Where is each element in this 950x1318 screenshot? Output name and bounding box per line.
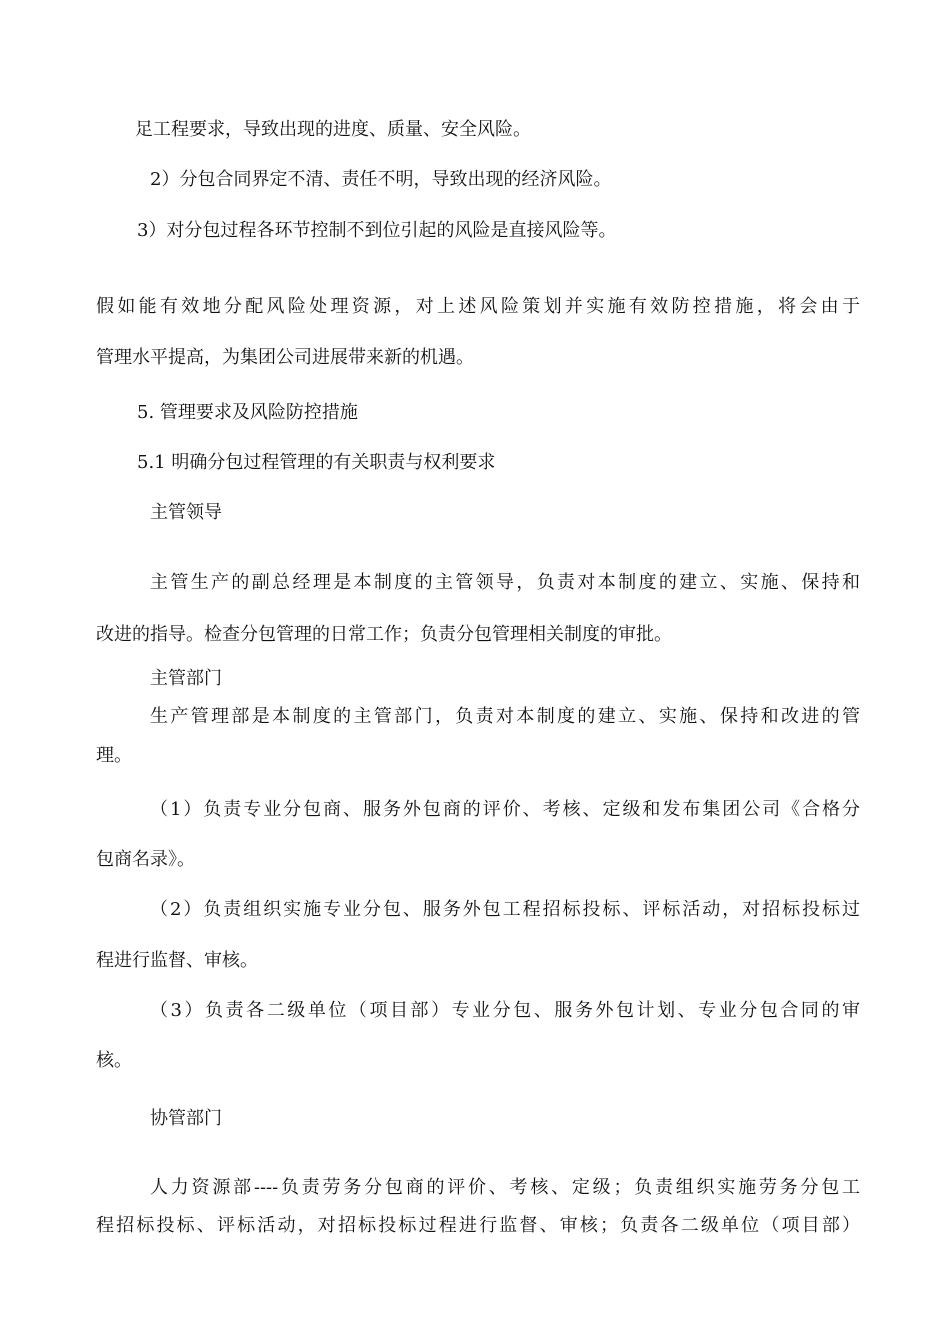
paragraph-line: 生产管理部是本制度的主管部门，负责对本制度的建立、实施、保持和改进的管 xyxy=(150,706,860,727)
role-heading: 主管领导 xyxy=(150,502,222,523)
subsection-heading: 5.1 明确分包过程管理的有关职责与权利要求 xyxy=(137,452,496,473)
paragraph-line: 管理水平提高，为集团公司进展带来新的机遇。 xyxy=(96,347,474,368)
paragraph-line: 人力资源部----负责劳务分包商的评价、考核、定级；负责组织实施劳务分包工 xyxy=(150,1177,860,1198)
text-line: 足工程要求，导致出现的进度、质量、安全风险。 xyxy=(135,119,531,140)
list-item: 3）对分包过程各环节控制不到位引起的风险是直接风险等。 xyxy=(137,220,617,241)
list-item: 包商名录》。 xyxy=(96,849,195,870)
paragraph-line: 改进的指导。检查分包管理的日常工作；负责分包管理相关制度的审批。 xyxy=(96,624,672,645)
section-heading: 5. 管理要求及风险防控措施 xyxy=(137,402,358,423)
role-heading: 主管部门 xyxy=(150,668,222,689)
role-heading: 协管部门 xyxy=(150,1108,222,1129)
paragraph-line: 假如能有效地分配风险处理资源，对上述风险策划并实施有效防控措施，将会由于 xyxy=(96,296,860,317)
list-item: （2）负责组织实施专业分包、服务外包工程招标投标、评标活动，对招标投标过 xyxy=(150,899,860,920)
paragraph-line: 理。 xyxy=(96,745,132,766)
list-item: 2）分包合同界定不清、责任不明，导致出现的经济风险。 xyxy=(150,169,612,190)
list-item: 程进行监督、审核。 xyxy=(96,950,258,971)
list-item: （1）负责专业分包商、服务外包商的评价、考核、定级和发布集团公司《合格分 xyxy=(150,799,860,820)
paragraph-line: 主管生产的副总经理是本制度的主管领导，负责对本制度的建立、实施、保持和 xyxy=(150,572,860,593)
paragraph-line: 程招标投标、评标活动，对招标投标过程进行监督、审核；负责各二级单位（项目部） xyxy=(96,1215,860,1236)
list-item: （3）负责各二级单位（项目部）专业分包、服务外包计划、专业分包合同的审 xyxy=(150,1000,860,1021)
list-item: 核。 xyxy=(96,1050,132,1071)
